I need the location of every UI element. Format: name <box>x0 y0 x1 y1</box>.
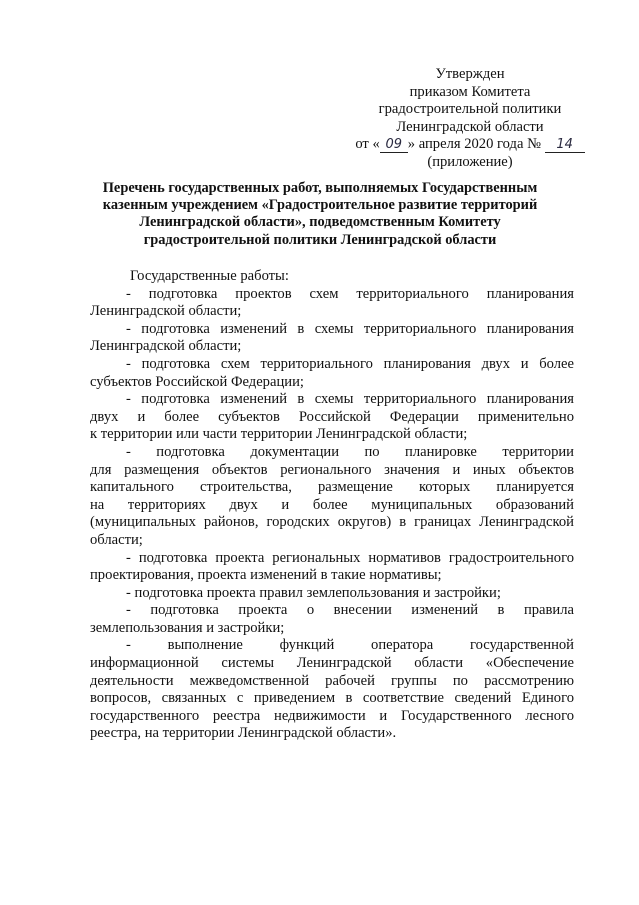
body-line: - подготовка схем территориального планирования двух и более <box>126 355 574 372</box>
approval-line-order: приказом Комитета <box>409 83 531 100</box>
approval-date-line <box>330 136 610 154</box>
title-line-4: градостроительной политики Ленинградской области <box>143 231 497 248</box>
body-intro: Государственные работы: <box>130 268 289 284</box>
body-line: на территориях двух и более муниципальных образований <box>90 496 574 513</box>
body-line: реестра, на территории Ленинградской области». <box>90 725 397 742</box>
body-line: - подготовка проекта региональных нормативов градостроительного <box>126 549 574 566</box>
handwritten-order-number: 14 <box>545 138 585 153</box>
body-line: информационной системы Ленинградской области «Обеспечение <box>90 655 574 672</box>
body-line: проектирования, проекта изменений в такие нормативы; <box>90 567 442 584</box>
body-line: (муниципальных районов, городских округов) в границах Ленинградской <box>90 514 574 531</box>
document-title <box>100 180 540 249</box>
body-line: - подготовка проекта правил землепользования и застройки; <box>126 584 501 601</box>
body-line: - выполнение функций оператора государственной <box>126 637 574 654</box>
body-line: - подготовка проекта о внесении изменений в правила <box>126 602 574 619</box>
body-line: - подготовка изменений в схемы территориального планирования <box>126 391 574 408</box>
body-line: землепользования и застройки; <box>90 619 285 636</box>
approval-line-approved: Утвержден <box>435 66 505 82</box>
body-line: капитального строительства, размещение которых планируется <box>90 479 574 496</box>
body-line: государственного реестра недвижимости и Государственного лесного <box>90 707 574 724</box>
date-middle: » апреля 2020 года № <box>407 136 542 153</box>
approval-block <box>330 66 610 172</box>
body-line: вопросов, связанных с приведением в соответствие сведений Единого <box>90 690 574 707</box>
approval-line-committee: градостроительной политики <box>378 101 562 118</box>
body-lines <box>90 286 574 743</box>
body-line: Ленинградской области; <box>90 303 242 320</box>
body-line: - подготовка документации по планировке территории <box>126 443 574 460</box>
document-body <box>90 268 574 743</box>
body-line: - подготовка изменений в схемы территориального планирования <box>126 320 574 337</box>
handwritten-date-day: 09 <box>380 138 408 153</box>
date-prefix: от « <box>355 136 380 153</box>
body-line: субъектов Российской Федерации; <box>90 373 304 390</box>
body-line: Ленинградской области; <box>90 338 242 355</box>
body-line: области; <box>90 531 143 548</box>
body-line: деятельности межведомственной рабочей группы по рассмотрению <box>90 672 574 689</box>
approval-line-appendix: (приложение) <box>427 153 513 170</box>
body-line: к территории или части территории Ленинградской области; <box>90 426 468 443</box>
body-line: для размещения объектов регионального значения и иных объектов <box>90 461 574 478</box>
title-line-1: Перечень государственных работ, выполняемых Государственным <box>102 180 538 196</box>
body-line: - подготовка проектов схем территориального планирования <box>126 285 574 302</box>
body-line: двух и более субъектов Российской Федерации применительно <box>90 408 574 425</box>
approval-line-region: Ленинградской области <box>396 118 544 135</box>
title-line-2: казенным учреждением «Градостроительное развитие территорий <box>102 197 538 214</box>
title-line-3: Ленинградской области», подведомственным Комитету <box>139 214 501 231</box>
